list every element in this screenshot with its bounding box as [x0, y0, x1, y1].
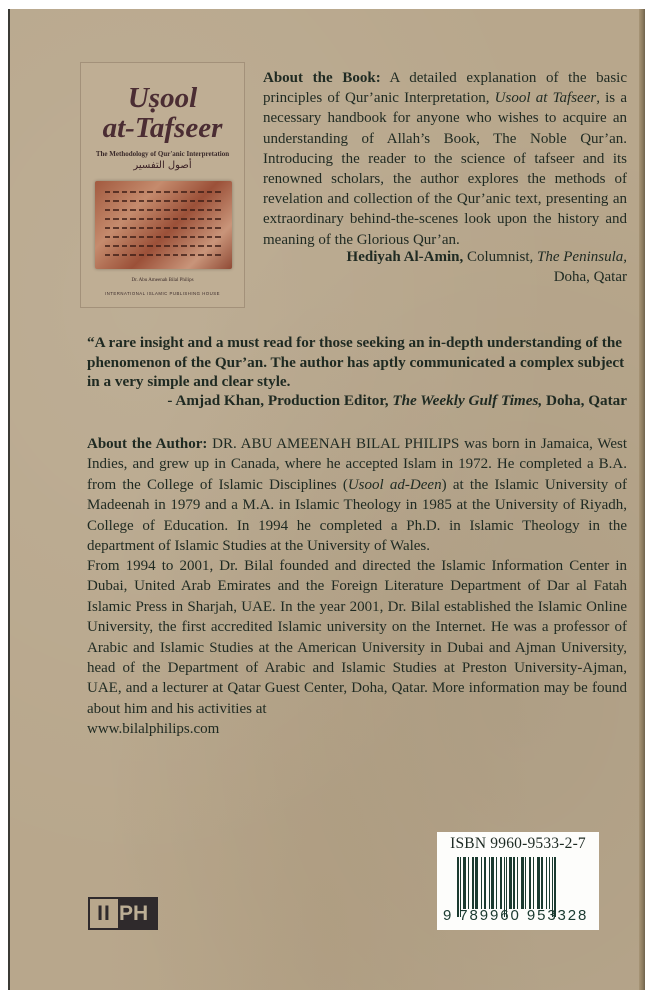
attribution-name: Hediyah Al-Amin,	[346, 249, 464, 265]
attribution-role: Columnist,	[463, 249, 537, 265]
cover-thumbnail	[80, 62, 245, 308]
thumb-author: Dr. Abu Ameenah Bilal Philips	[131, 278, 194, 283]
about-author-text-2: ) at the Islamic University of Madeenah in 1979 and a M.A. in Islamic Theology in 1985 at the University of Riyadh, College of Education. In 1994 he completed a Ph.D. in Islamic Theology in the department of Islamic Studies at the University of Wales.	[87, 476, 627, 555]
about-author-italic-term: Usool ad-Deen	[347, 476, 442, 493]
about-author-paragraph	[87, 434, 627, 556]
barcode-digits: 9 789960 953328	[443, 907, 589, 924]
about-author-text-1: DR. ABU AMEENAH BILAL PHILIPS was born in Jamaica, West Indies, and grew up in Canada, where he accepted Islam in 1972. He completed a B.A. from the College of Islamic Disciplines (	[87, 436, 627, 493]
thumb-subtitle: The Methodology of Qur'anic Interpretation	[95, 150, 230, 158]
thumb-arabic-title: أصول التفسير	[133, 160, 192, 171]
career-text: From 1994 to 2001, Dr. Bilal founded and directed the Islamic Information Center in Dubai, United Arab Emirates and the Foreign Literature Department of Dar al Fatah Islamic Press in Sharjah, UAE. In the year 2001, Dr. Bilal established the Islamic Online University, the first accredited Islamic university on the Internet. He was a professor of Arabic and Islamic Studies at the American University in Dubai and Ajman University, head of the Department of Arabic and Islamic Studies at Preston University-Ajman, UAE, and a lecturer at Qatar Guest Center, Doha, Qatar. More information may be found about him and his activities at	[87, 558, 627, 717]
iiph-logo	[88, 897, 158, 930]
quote-attr-location: Doha, Qatar	[542, 392, 627, 409]
about-book-paragraph	[263, 68, 627, 250]
quote-attr-prefix: - Amjad Khan, Production Editor,	[167, 392, 393, 409]
attribution-publication: The Peninsula,	[537, 249, 627, 265]
career-paragraph	[87, 556, 627, 740]
isbn-barcode	[437, 832, 599, 930]
website-link[interactable]: www.bilalphilips.com	[87, 721, 220, 738]
attribution-location: Doha, Qatar	[553, 269, 627, 285]
spine-edge	[639, 9, 645, 990]
thumb-publisher: INTERNATIONAL ISLAMIC PUBLISHING HOUSE	[105, 291, 220, 296]
isbn-label: ISBN 9960-9533-2-7	[450, 835, 586, 852]
about-book-text-1: A detailed explanation of the basic principles of Qur’anic Interpretation,	[263, 70, 627, 107]
thumb-title-line1: Uṣool	[127, 82, 198, 114]
about-author-label: About the Author:	[87, 436, 208, 452]
about-book-italic-title: Usool at Tafseer	[494, 90, 597, 107]
thumb-title-line2: at-Tafseer	[102, 112, 223, 144]
review-quote: “A rare insight and a must read for those seeking an in-depth understanding of the phenomenon of the Qur’an. The author has aptly communicated a complex subject in a very simple and clear style.	[87, 334, 625, 390]
logo-right-text: PH	[118, 899, 156, 928]
logo-left-text: II	[97, 901, 111, 925]
review-quote-attribution	[87, 391, 627, 411]
about-book-label: About the Book:	[263, 70, 381, 86]
about-book-attribution	[263, 247, 627, 287]
about-book-text-2: , is a necessary handbook for anyone who wishes to acquire an understanding of Allah’s Book, The Noble Qur’an. Introducing the reader to the science of tafseer and its renowned scholars, the author explores the methods of revelation and collection of the Qur’anic text, presenting an extraordinary behind-the-scenes look upon the history and meaning of the Glorious Qur’an.	[263, 90, 627, 248]
quote-attr-publication: The Weekly Gulf Times,	[392, 392, 543, 409]
manuscript-image	[95, 181, 232, 269]
